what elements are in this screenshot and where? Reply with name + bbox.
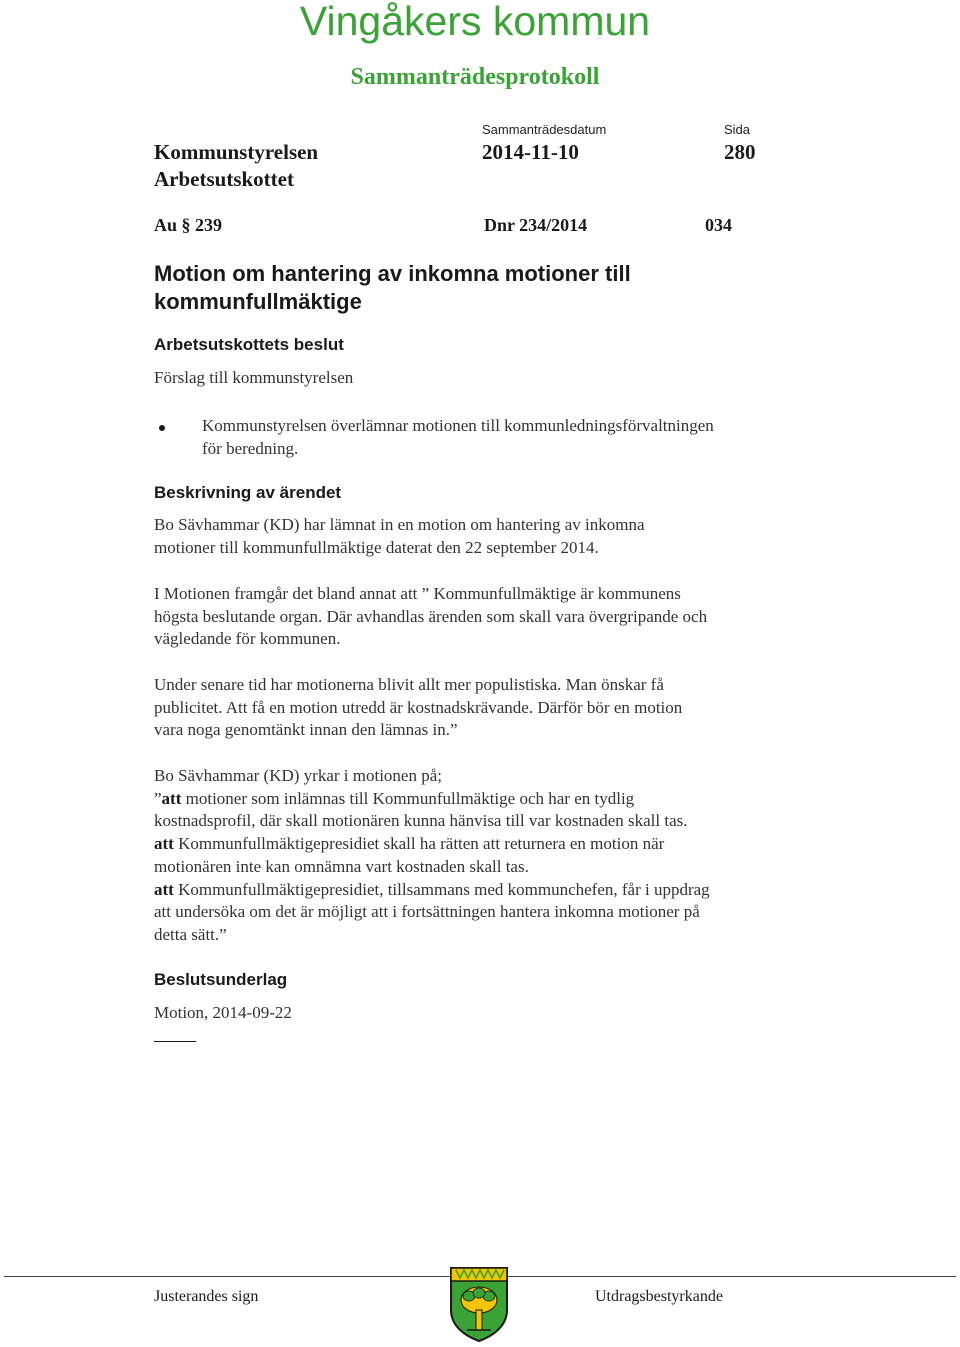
att-line-1 [154,788,804,811]
att-text: Kommunfullmäktigepresidiet skall ha rätten att returnera en motion när [173,834,665,854]
divider [154,1041,196,1042]
text-line: Bo Sävhammar (KD) har lämnat in en motion om hantering av inkomna [154,515,645,534]
description-heading: Beskrivning av ärendet [154,483,342,502]
document-title [154,260,631,316]
text-line: motionären inte kan omnämna vart kostnaden skall tas. [154,856,529,876]
text-line: vägledande för kommunen. [154,629,341,649]
title-line: kommunfullmäktige [154,289,362,314]
att-keyword: att [161,788,182,808]
municipality-name: Vingåkers kommun [299,0,651,44]
bullet-icon [159,425,165,431]
dnr-number: Dnr 234/2014 [484,215,588,235]
motion-demands [154,765,804,947]
text-line: Under senare tid har motionerna blivit allt mer populistiska. Man önskar få [154,675,664,694]
text-line: publicitet. Att få en motion utredd är kostnadskrävande. Därför bör en motion [154,697,683,717]
paragraph-number: Au § 239 [154,215,223,235]
footer-certification-label: Utdragsbestyrkande [595,1288,723,1305]
footer-signature-label: Justerandes sign [154,1288,259,1305]
text-line: kostnadsprofil, där skall motionären kunna hänvisa till var kostnaden skall tas. [154,811,688,831]
quote-mark: ” [154,788,162,808]
meeting-date: 2014-11-10 [482,140,579,164]
bullet-line: för beredning. [202,438,299,458]
att-line-3 [154,879,804,902]
page-number: 280 [724,140,756,164]
document-type: Sammanträdesprotokoll [350,64,600,90]
description-paragraph-2 [154,583,804,651]
body-name: Kommunstyrelsen [154,140,319,164]
demands-intro: Bo Sävhammar (KD) yrkar i motionen på; [154,766,442,785]
decision-bullet [202,415,812,460]
att-keyword: att [154,834,174,854]
text-line: I Motionen framgår det bland annat att ” Kommunfullmäktige är kommunens [154,584,681,603]
decision-intro: Förslag till kommunstyrelsen [154,368,354,387]
att-keyword: att [154,879,174,899]
title-line: Motion om hantering av inkomna motioner till [154,261,631,286]
att-line-2 [154,833,804,856]
decision-heading: Arbetsutskottets beslut [154,335,344,354]
text-line: högsta beslutande organ. Där avhandlas ärenden som skall vara övergripande och [154,606,708,626]
description-paragraph-1 [154,514,804,559]
basis-heading: Beslutsunderlag [154,970,288,989]
date-label: Sammanträdesdatum [482,122,607,137]
case-code: 034 [705,215,732,235]
sub-body-name: Arbetsutskottet [154,167,294,191]
text-line: detta sätt.” [154,924,227,944]
municipal-coat-of-arms-icon [447,1266,511,1342]
text-line: motioner till kommunfullmäktige daterat den 22 september 2014. [154,537,599,557]
page-label: Sida [724,122,751,137]
att-text: Kommunfullmäktigepresidiet, tillsammans med kommunchefen, får i uppdrag [173,879,710,899]
bullet-line: Kommunstyrelsen överlämnar motionen till kommunledningsförvaltningen [202,416,714,435]
text-line: vara noga genomtänkt innan den lämnas in.” [154,720,458,740]
description-paragraph-3 [154,674,804,742]
text-line: att undersöka om det är möjligt att i fortsättningen hantera inkomna motioner på [154,902,700,922]
att-text: motioner som inlämnas till Kommunfullmäktige och har en tydlig [181,788,635,808]
basis-item: Motion, 2014-09-22 [154,1003,292,1022]
